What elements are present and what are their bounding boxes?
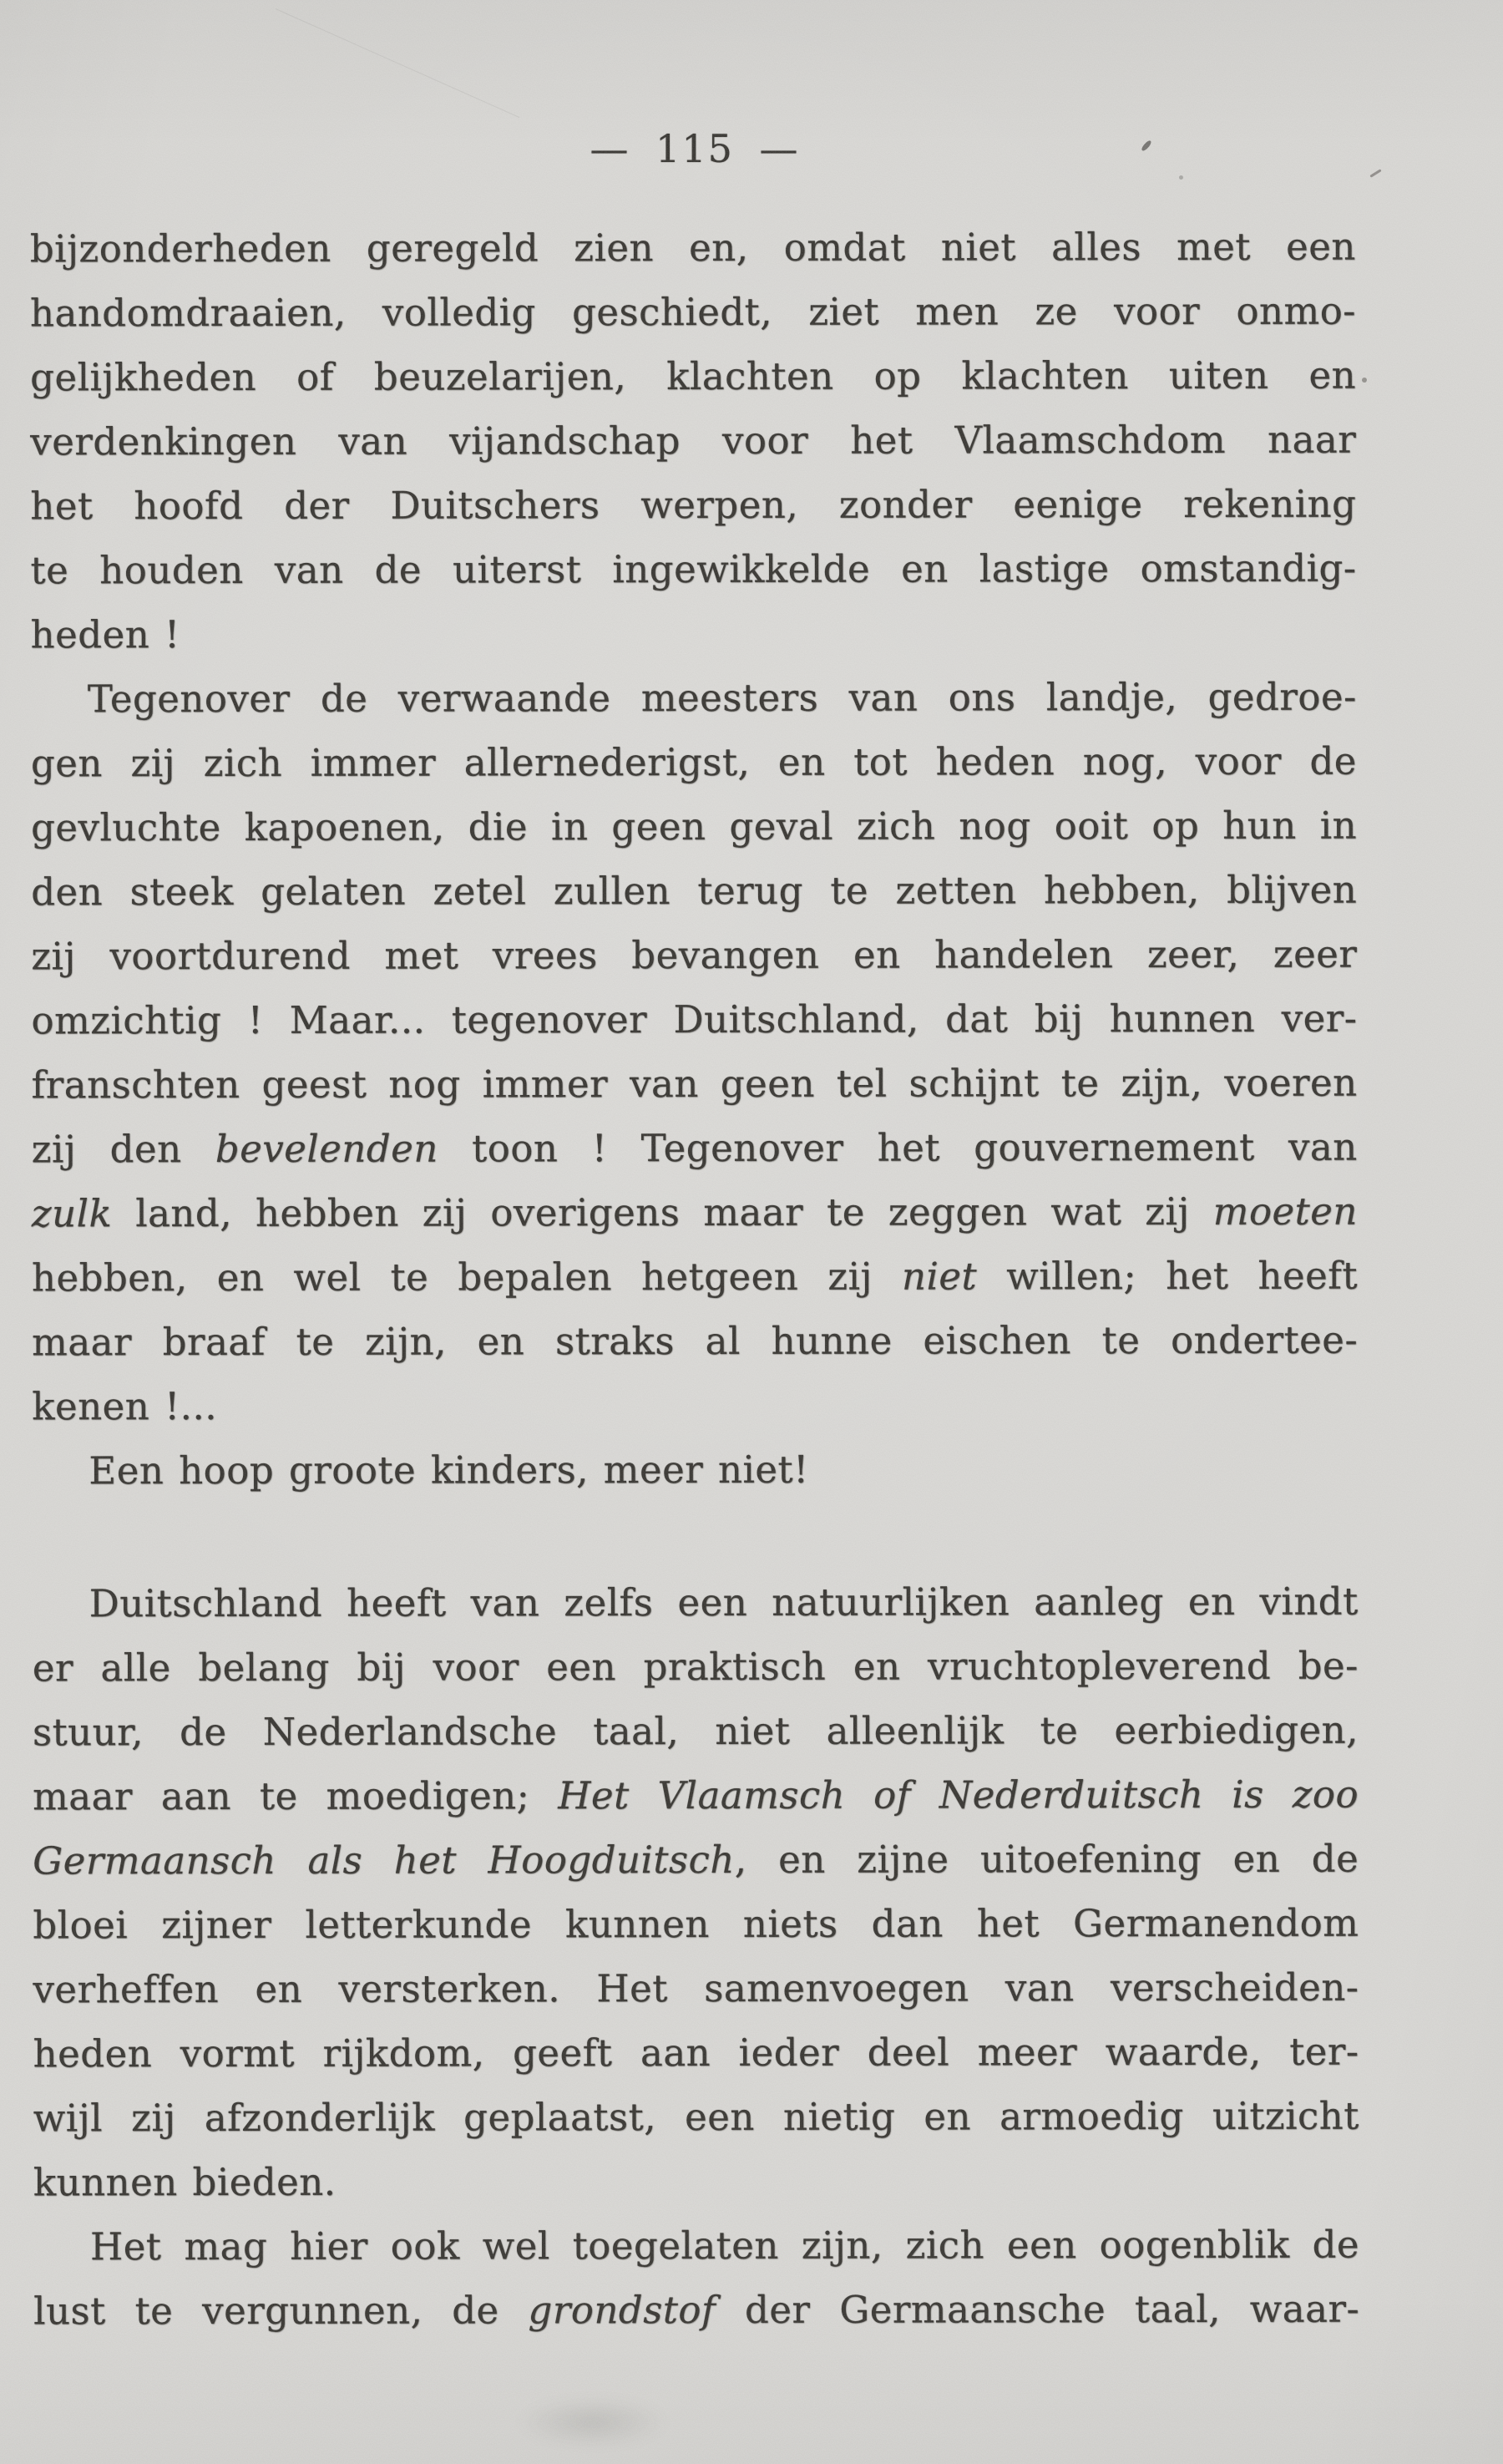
text-line [31, 729, 1357, 796]
scan-scratch [276, 8, 520, 118]
text-line [33, 1891, 1359, 1958]
paragraph [32, 1437, 1358, 1503]
text-segment: , en zijne uitoefening en de [734, 1836, 1359, 1882]
italic-text-segment: moeten [1212, 1189, 1358, 1234]
text-line [33, 1827, 1359, 1894]
text-line [30, 408, 1356, 474]
scan-smudge [518, 2397, 668, 2447]
text-segment: den steek gelaten zetel zullen terug te zetten hebben, blijven [31, 867, 1358, 915]
text-segment: Duitschland heeft van zelfs een natuurlijken aanleg en vindt [89, 1579, 1359, 1626]
text-segment: gevluchte kapoenen, die in geen geval zich nog ooit op hun in [31, 803, 1358, 850]
paragraph [30, 215, 1357, 667]
text-line [32, 1179, 1358, 1246]
text-line [33, 1762, 1359, 1829]
text-segment: franschten geest nog immer van geen tel schijnt te zijn, voeren [31, 1060, 1358, 1108]
text-segment: toon ! Tegenover het gouvernement van [438, 1124, 1358, 1171]
text-line [33, 2084, 1359, 2151]
text-segment: te houden van de uiterst ingewikkelde en lastige omstandig- [30, 545, 1357, 593]
text-segment: heden vormt rijkdom, geeft aan ieder deel meer waarde, ter- [33, 2029, 1359, 2076]
text-segment: zij den [31, 1127, 215, 1172]
paragraph [31, 665, 1359, 1439]
ink-speck [1369, 169, 1381, 177]
text-line [32, 1115, 1358, 1182]
text-segment: Tegenover de verwaande meesters van ons landje, gedroe- [87, 674, 1357, 722]
paragraph [33, 2213, 1359, 2344]
text-line [32, 1244, 1358, 1311]
italic-text-segment: niet [901, 1254, 978, 1299]
text-line [31, 665, 1357, 732]
italic-text-segment: grondstof [528, 2287, 716, 2333]
text-line [32, 1051, 1358, 1118]
text-segment: maar aan te moedigen; [33, 1773, 559, 1819]
text-segment: land, hebben zij overigens maar te zeggen wat zij [112, 1189, 1213, 1236]
text-segment: verheffen en versterken. Het samenvoegen van verscheiden- [33, 1965, 1359, 2012]
text-line [31, 793, 1357, 860]
text-segment: kenen !... [32, 1383, 218, 1429]
text-block [30, 215, 1359, 2344]
page-number: — 115 — [590, 126, 800, 171]
text-line [33, 1955, 1359, 2022]
text-line [30, 279, 1356, 346]
text-segment: omzichtig ! Maar... tegenover Duitschland, dat bij hunnen ver- [31, 996, 1358, 1043]
text-segment: der Germaansche taal, waar- [716, 2286, 1360, 2332]
text-segment: zij voortdurend met vrees bevangen en handelen zeer, zeer [31, 931, 1358, 979]
text-segment: wijl zij afzonderlijk geplaatst, een nietig en armoedig uitzicht [33, 2093, 1359, 2141]
italic-text-segment: Germaansch als het Hoogduitsch [33, 1837, 735, 1883]
paragraph [33, 1569, 1359, 2215]
text-segment: bloei zijner letterkunde kunnen niets dan het Germanendom [33, 1900, 1359, 1948]
text-line [33, 2148, 1359, 2215]
text-segment: kunnen bieden. [33, 2159, 337, 2205]
text-line [32, 1437, 1358, 1503]
text-segment: heden ! [30, 612, 180, 657]
text-line [30, 536, 1356, 603]
text-segment: het hoofd der Duitschers werpen, zonder eenige rekening [30, 481, 1357, 529]
italic-text-segment: bevelenden [215, 1126, 438, 1172]
text-segment: er alle belang bij voor een praktisch en vruchtopleverend be- [32, 1643, 1359, 1691]
text-line [33, 2277, 1359, 2344]
text-segment: lust te vergunnen, de [33, 2288, 529, 2334]
italic-text-segment: Het Vlaamsch of Nederduitsch is zoo [558, 1772, 1359, 1818]
text-line [33, 2213, 1359, 2279]
text-segment: verdenkingen van vijandschap voor het Vlaamschdom naar [30, 417, 1357, 464]
text-segment: handomdraaien, volledig geschiedt, ziet men ze voor onmo- [29, 288, 1357, 336]
text-line [33, 1569, 1359, 1636]
text-line [33, 1698, 1359, 1765]
text-segment: hebben, en wel te bepalen hetgeen zij [31, 1254, 903, 1300]
text-segment: bijzonderheden geregeld zien en, omdat niet alles met een [29, 224, 1356, 271]
text-segment: Een hoop groote kinders, meer niet! [89, 1447, 809, 1493]
text-line [31, 922, 1357, 989]
text-segment: willen; het heeft [977, 1253, 1359, 1299]
text-line [32, 1308, 1358, 1375]
ink-speck [1362, 378, 1367, 383]
text-segment: gen zij zich immer allernederigst, en tot heden nog, voor de [30, 738, 1357, 786]
text-segment: Het mag hier ook wel toegelaten zijn, zich een oogenblik de [89, 2222, 1360, 2269]
italic-text-segment: zulk [31, 1191, 113, 1236]
text-line [33, 2020, 1359, 2086]
text-line [30, 343, 1356, 410]
text-segment: stuur, de Nederlandsche taal, niet alleenlijk te eerbiedigen, [32, 1707, 1359, 1755]
text-line [31, 986, 1357, 1053]
text-line [31, 601, 1357, 667]
text-segment: gelijkheden of beuzelarijen, klachten op klachten uiten en [30, 352, 1357, 400]
text-segment: maar braaf te zijn, en straks al hunne eischen te ondertee- [32, 1317, 1359, 1365]
text-line [30, 215, 1356, 281]
text-line [32, 1372, 1358, 1439]
text-line [31, 858, 1357, 925]
text-line [30, 472, 1356, 539]
text-line [33, 1634, 1359, 1701]
